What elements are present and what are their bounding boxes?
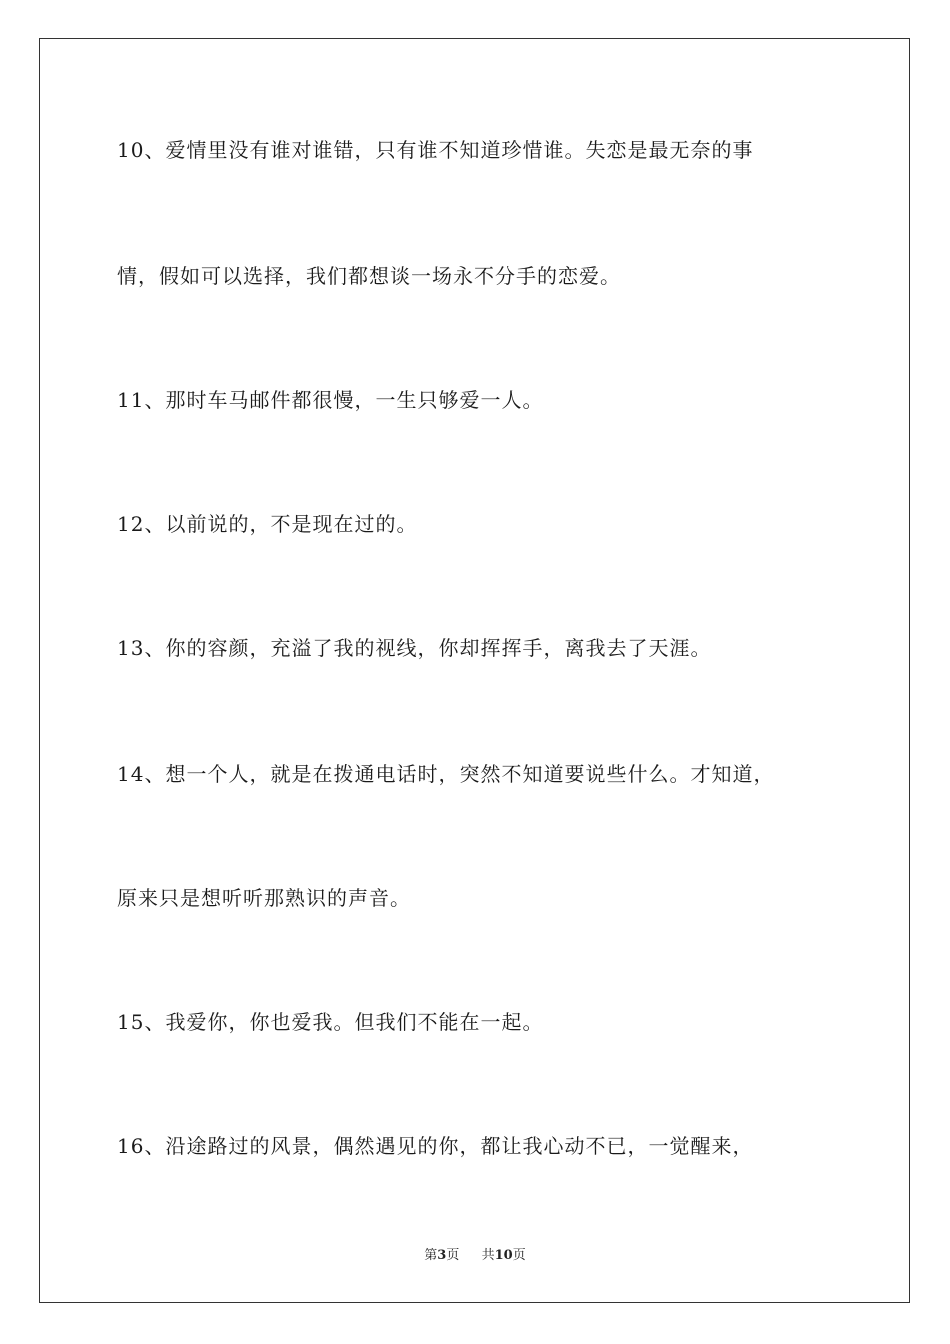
text-line: 10、爱情里没有谁对谁错，只有谁不知道珍惜谁。失恋是最无奈的事 <box>117 138 754 162</box>
text-line: 14、想一个人，就是在拨通电话时，突然不知道要说些什么。才知道， <box>117 762 775 786</box>
page-suffix: 页 <box>446 1248 460 1263</box>
page-footer <box>0 1247 950 1265</box>
page-number: 3 <box>437 1248 447 1263</box>
page-border <box>39 38 910 1303</box>
text-line: 13、你的容颜，充溢了我的视线，你却挥挥手，离我去了天涯。 <box>117 636 712 660</box>
total-prefix: 共 <box>481 1248 495 1263</box>
text-line: 原来只是想听听那熟识的声音。 <box>117 886 411 910</box>
text-line: 16、沿途路过的风景，偶然遇见的你，都让我心动不已，一觉醒来， <box>117 1134 754 1158</box>
text-line: 11、那时车马邮件都很慢，一生只够爱一人。 <box>117 388 544 412</box>
text-line: 12、以前说的，不是现在过的。 <box>117 512 418 536</box>
text-line: 15、我爱你，你也爱我。但我们不能在一起。 <box>117 1010 544 1034</box>
text-line: 情，假如可以选择，我们都想谈一场永不分手的恋爱。 <box>117 264 621 288</box>
total-pages: 10 <box>494 1248 513 1263</box>
total-suffix: 页 <box>512 1248 526 1263</box>
page-prefix: 第 <box>424 1248 438 1263</box>
